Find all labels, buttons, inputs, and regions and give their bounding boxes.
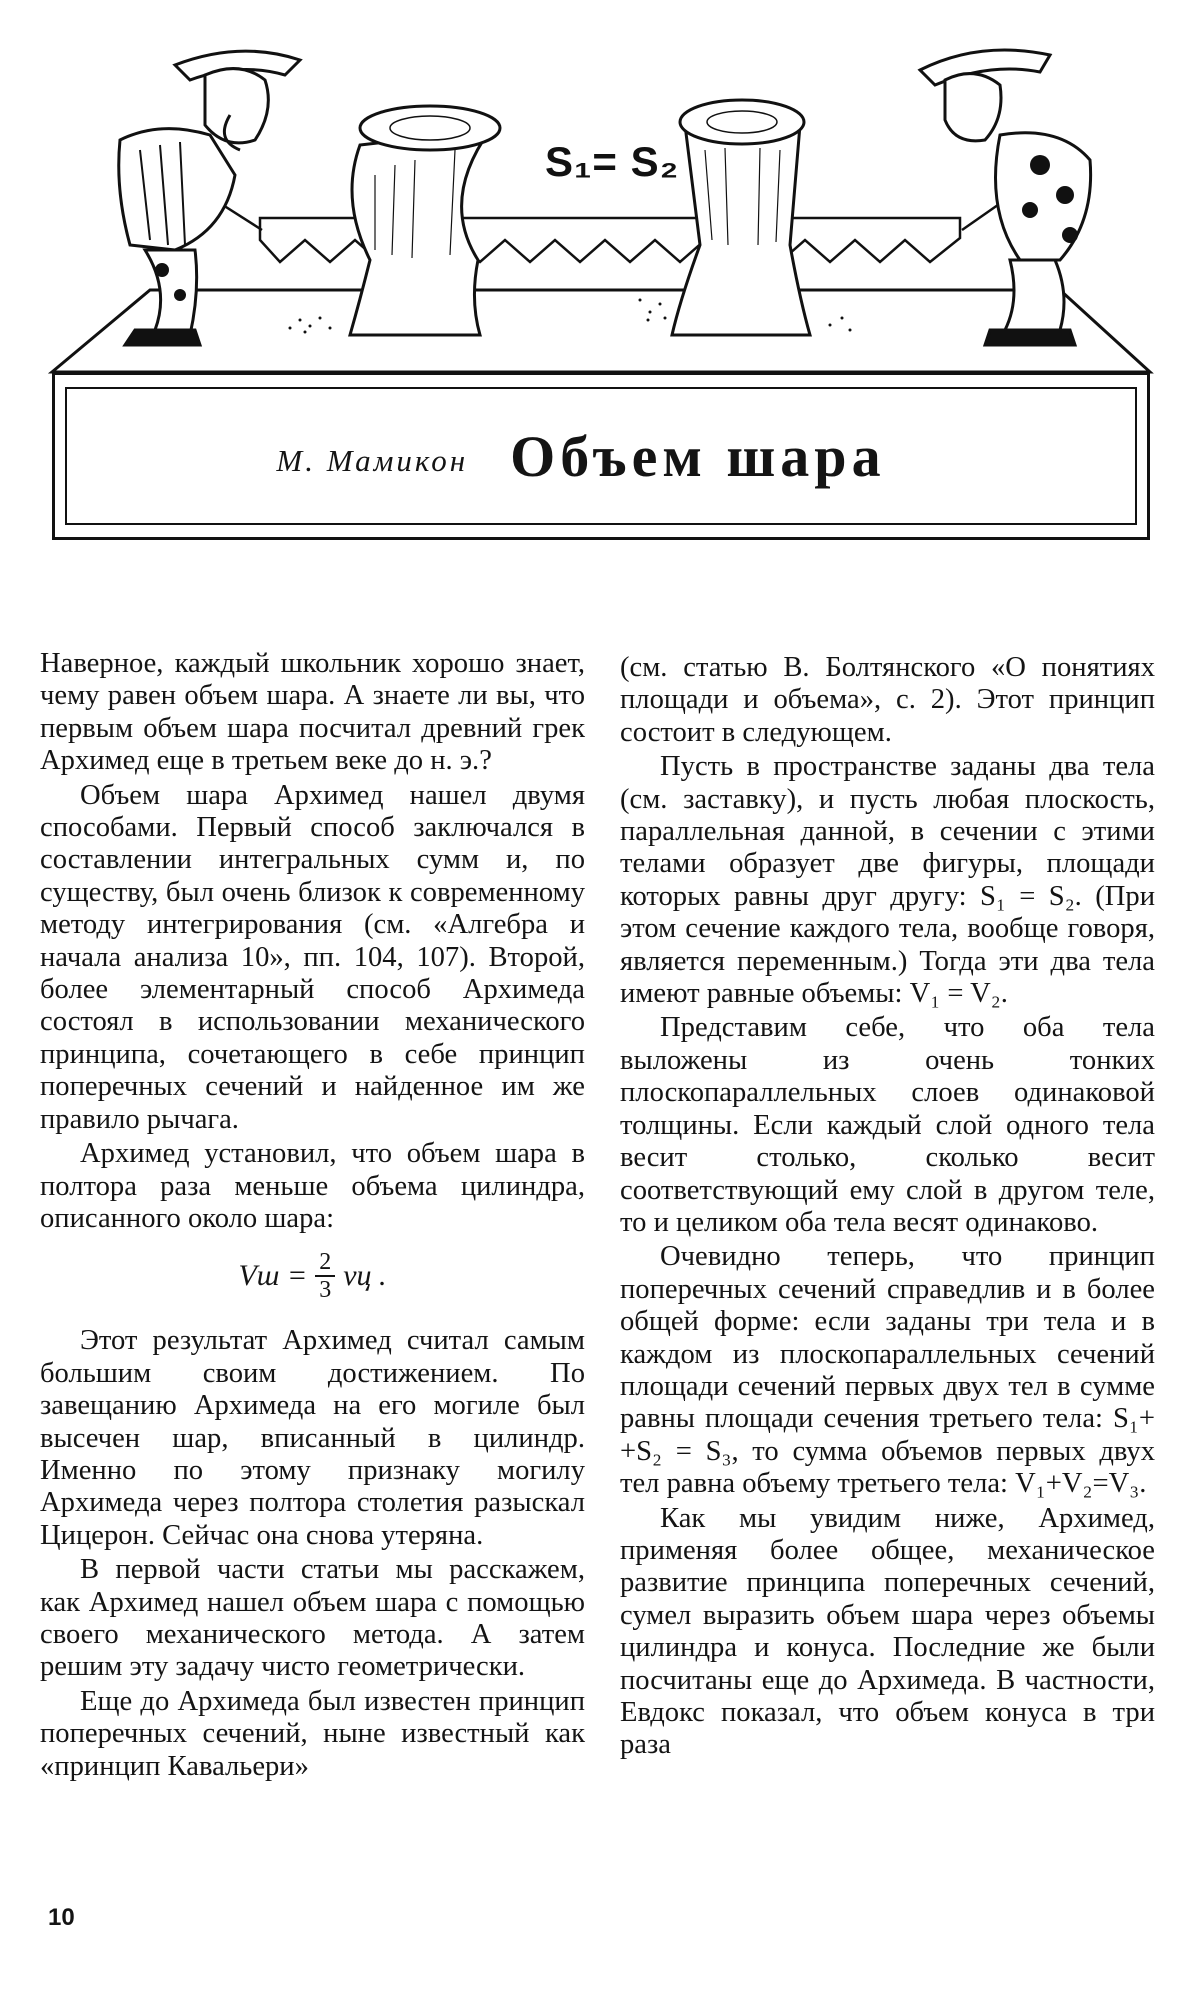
volume-formula (40, 1249, 585, 1303)
formula-rhs: vц . (343, 1259, 387, 1293)
paragraph: Как мы увидим ниже, Архимед, применяя более общее, механическое развитие принципа поперечных сечений, сумел выразить объем шара через объемы цилиндра и конуса. Последние же были посчитаны еще до Архимеда. В частности, Евдокс показал, что объем конуса в три раза (620, 1502, 1155, 1761)
paragraph: В первой части статьи мы расскажем, как Архимед нашел объем шара с помощью своего механического метода. А затем решим эту задачу чисто геометрически. (40, 1554, 585, 1683)
formula-lhs: Vш = (238, 1259, 308, 1293)
paragraph: Архимед установил, что объем шара в полтора раза меньше объема цилиндра, описанного около шара: (40, 1138, 585, 1234)
left-column (40, 648, 585, 1783)
article-author: М. Мамикон (276, 443, 469, 478)
title-inner-frame (65, 387, 1137, 525)
paragraph: Очевидно теперь, что принцип поперечных сечений справедлив и в более общей форме: если заданы три тела и в каждом из плоскопараллельных сечений площади сечений первых двух тел в сумме равны площади сечения третьего тела: S₁+ +S₂ = S₃, то сумма объемов первых двух тел равна объему третьего тела: V₁+V₂=V₃. (620, 1241, 1155, 1500)
paragraph: (см. статью В. Болтянского «О понятиях площади и объема», с. 2). Этот принцип состоит в следующем. (620, 652, 1155, 748)
formula-denominator: 3 (319, 1277, 332, 1304)
table-slab-icon (52, 290, 1150, 372)
page-number: 10 (48, 1904, 75, 1931)
saw-icon (215, 200, 1005, 262)
area-equality-label: S₁= S₂ (545, 138, 680, 185)
paragraph: Наверное, каждый школьник хорошо знает, чему равен объем шара. А знаете ли вы, что первым объем шара посчитал древний грек Архимед еще в третьем веке до н. э.? (40, 648, 585, 777)
paragraph: Еще до Архимеда был известен принцип поперечных сечений, ныне известный как «принцип Кавальери» (40, 1685, 585, 1782)
paragraph: Этот результат Архимед считал самым большим своим достижением. По завещанию Архимеда на его могиле был высечен шар, вписанный в цилиндр. Именно по этому признаку могилу Архимеда через полтора столетия разыскал Цицерон. Сейчас она снова утеряна. (40, 1325, 585, 1551)
paragraph: Объем шара Архимед нашел двумя способами. Первый способ заключался в составлении интегральных сумм и, по существу, был очень близок к современному методу интегрирования (см. «Алгебра и начала анализа 10», пп. 104, 107). Второй, более элементарный способ Архимеда состоял в использовании механического принципа, сочетающего в себе принцип поперечных сечений и найденное им же правило рычага. (40, 779, 585, 1135)
article-title: Объем шара (510, 423, 886, 489)
paragraph: Пусть в пространстве заданы два тела (см. заставку), и пусть любая плоскость, параллельная данной, в сечении с этими телами образует две фигуры, площади которых равны друг другу: S₁ = S₂. (При этом сечение каждого тела, вообще говоря, является переменным.) Тогда эти два тела имеют равные объемы: V₁ = V₂. (620, 751, 1155, 1010)
paragraph: Представим себе, что оба тела выложены из очень тонких плоскопараллельных слоев одинаковой толщины. Если каждый слой одного тела весит столько, сколько весит соответствующий ему слой в другом теле, то и целиком оба тела весят одинаково. (620, 1012, 1155, 1238)
formula-numerator: 2 (315, 1249, 335, 1277)
formula-fraction (315, 1249, 335, 1303)
right-column (620, 652, 1155, 1762)
title-frame (52, 372, 1150, 540)
